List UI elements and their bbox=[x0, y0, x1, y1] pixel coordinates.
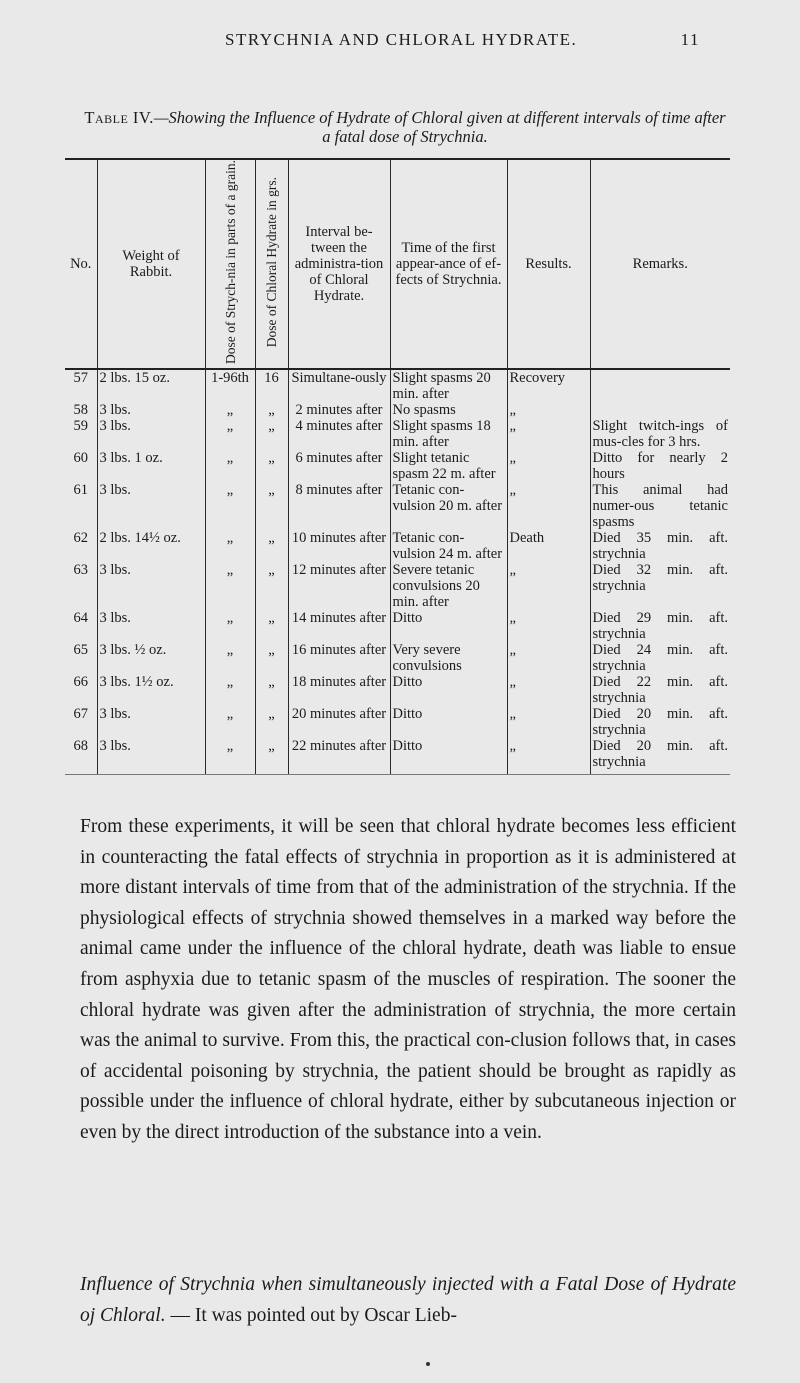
table-row bbox=[65, 738, 730, 775]
cell-no: 58 bbox=[73, 401, 88, 418]
cell-dose-chloral: „ bbox=[255, 450, 288, 482]
table-row bbox=[65, 674, 730, 706]
header-interval: Interval be-tween the administra-tion of Chloral Hydrate. bbox=[288, 159, 390, 369]
header-dose-strychnia: Dose of Strych-nia in parts of a grain. bbox=[222, 160, 238, 364]
cell-dose-strychnia: „ bbox=[205, 562, 255, 610]
cell-remarks: Ditto for nearly 2 hours bbox=[590, 450, 730, 482]
cell-result: Death bbox=[507, 530, 590, 562]
cell-interval: 8 minutes after bbox=[288, 482, 390, 530]
cell-remarks: This animal had numer-ous tetanic spasms bbox=[590, 482, 730, 530]
cell-weight: 3 lbs. bbox=[97, 738, 205, 775]
cell-no: 67 bbox=[73, 705, 88, 722]
cell-time-first: Severe tetanic convulsions 20 min. after bbox=[390, 562, 507, 610]
cell-dose-strychnia: 1-96th bbox=[205, 369, 255, 402]
cell-result: „ bbox=[507, 402, 590, 418]
cell-remarks bbox=[590, 369, 730, 402]
page-number: 11 bbox=[680, 30, 700, 49]
cell-interval: 18 minutes after bbox=[288, 674, 390, 706]
cell-result: „ bbox=[507, 482, 590, 530]
cell-time-first: No spasms bbox=[390, 402, 507, 418]
cell-result: „ bbox=[507, 706, 590, 738]
header-remarks: Remarks. bbox=[590, 159, 730, 369]
cell-result: „ bbox=[507, 562, 590, 610]
header-dose-strychnia-cell bbox=[205, 159, 255, 369]
cell-weight: 3 lbs. 1 oz. bbox=[97, 450, 205, 482]
cell-no: 64 bbox=[73, 609, 88, 626]
cell-no: 61 bbox=[73, 481, 88, 498]
final-paragraph-text: — It was pointed out by Oscar Lieb- bbox=[165, 1304, 457, 1326]
table-row bbox=[65, 418, 730, 450]
cell-result: Recovery bbox=[507, 369, 590, 402]
cell-dose-strychnia: „ bbox=[205, 706, 255, 738]
cell-time-first: Ditto bbox=[390, 738, 507, 775]
table-caption-text: —Showing the Influence of Hydrate of Chloral given at different intervals of time after a fatal dose of Strychnia. bbox=[153, 108, 726, 146]
final-paragraph bbox=[80, 1270, 736, 1331]
cell-weight: 3 lbs. bbox=[97, 418, 205, 450]
cell-no: 57 bbox=[73, 369, 88, 386]
table-header-row bbox=[65, 159, 730, 369]
cell-no: 65 bbox=[73, 641, 88, 658]
cell-dose-chloral: „ bbox=[255, 642, 288, 674]
cell-weight: 3 lbs. bbox=[97, 706, 205, 738]
cell-dose-strychnia: „ bbox=[205, 642, 255, 674]
cell-dose-chloral: „ bbox=[255, 706, 288, 738]
cell-remarks bbox=[590, 402, 730, 418]
cell-remarks: Died 22 min. aft. strychnia bbox=[590, 674, 730, 706]
page-mark bbox=[426, 1362, 430, 1366]
experiment-table bbox=[65, 158, 730, 775]
cell-weight: 2 lbs. 14½ oz. bbox=[97, 530, 205, 562]
cell-no: 62 bbox=[73, 529, 88, 546]
cell-dose-strychnia: „ bbox=[205, 450, 255, 482]
cell-dose-chloral: „ bbox=[255, 402, 288, 418]
cell-dose-strychnia: „ bbox=[205, 530, 255, 562]
cell-interval: Simultane-ously bbox=[288, 369, 390, 402]
cell-dose-strychnia: „ bbox=[205, 674, 255, 706]
table-row bbox=[65, 562, 730, 610]
cell-time-first: Tetanic con-vulsion 24 m. after bbox=[390, 530, 507, 562]
cell-interval: 20 minutes after bbox=[288, 706, 390, 738]
cell-dose-chloral: „ bbox=[255, 530, 288, 562]
cell-time-first: Ditto bbox=[390, 610, 507, 642]
cell-no: 66 bbox=[73, 673, 88, 690]
cell-interval: 10 minutes after bbox=[288, 530, 390, 562]
cell-remarks: Died 20 min. aft. strychnia bbox=[590, 706, 730, 738]
cell-remarks: Slight twitch-ings of mus-cles for 3 hrs. bbox=[590, 418, 730, 450]
table-row bbox=[65, 610, 730, 642]
cell-interval: 16 minutes after bbox=[288, 642, 390, 674]
cell-remarks: Died 29 min. aft. strychnia bbox=[590, 610, 730, 642]
cell-weight: 3 lbs. ½ oz. bbox=[97, 642, 205, 674]
cell-time-first: Very severe convulsions bbox=[390, 642, 507, 674]
cell-dose-chloral: 16 bbox=[255, 369, 288, 402]
cell-remarks: Died 20 min. aft. strychnia bbox=[590, 738, 730, 775]
cell-result: „ bbox=[507, 450, 590, 482]
cell-interval: 14 minutes after bbox=[288, 610, 390, 642]
header-results: Results. bbox=[507, 159, 590, 369]
cell-dose-chloral: „ bbox=[255, 482, 288, 530]
header-dose-chloral: Dose of Chloral Hydrate in grs. bbox=[264, 176, 279, 348]
cell-weight: 3 lbs. bbox=[97, 562, 205, 610]
table-row bbox=[65, 369, 730, 402]
table-label: Table IV. bbox=[84, 108, 154, 127]
cell-weight: 3 lbs. bbox=[97, 610, 205, 642]
cell-dose-strychnia: „ bbox=[205, 402, 255, 418]
cell-dose-chloral: „ bbox=[255, 562, 288, 610]
cell-interval: 12 minutes after bbox=[288, 562, 390, 610]
cell-result: „ bbox=[507, 642, 590, 674]
cell-dose-chloral: „ bbox=[255, 610, 288, 642]
body-paragraph: From these experiments, it will be seen that chloral hydrate becomes less efficient in counteracting the fatal effects of strychnia in proportion as it is administered at more distant intervals of time from that of the administration of the strychnia. If the physiological effects of strychnia showed themselves in a marked way before the animal came under the influence of the chloral hydrate, death was liable to ensue from asphyxia due to tetanic spasm of the muscles of respiration. The sooner the chloral hydrate was given after the administration of strychnia, the more certain was the animal to survive. From this, the practical con-clusion follows that, in cases of accidental poisoning by strychnia, the patient should be brought as rapidly as possible under the influence of chloral hydrate, either by subcutaneous injection or even by the direct introduction of the substance into a vein. bbox=[80, 816, 736, 1143]
table-row bbox=[65, 530, 730, 562]
cell-dose-chloral: „ bbox=[255, 738, 288, 775]
cell-dose-strychnia: „ bbox=[205, 610, 255, 642]
cell-time-first: Ditto bbox=[390, 674, 507, 706]
cell-weight: 3 lbs. bbox=[97, 402, 205, 418]
cell-no: 63 bbox=[73, 561, 88, 578]
cell-time-first: Slight spasms 20 min. after bbox=[390, 369, 507, 402]
cell-dose-strychnia: „ bbox=[205, 418, 255, 450]
cell-dose-chloral: „ bbox=[255, 674, 288, 706]
cell-remarks: Died 32 min. aft. strychnia bbox=[590, 562, 730, 610]
cell-interval: 6 minutes after bbox=[288, 450, 390, 482]
cell-result: „ bbox=[507, 738, 590, 775]
cell-weight: 3 lbs. bbox=[97, 482, 205, 530]
cell-result: „ bbox=[507, 610, 590, 642]
header-no: No. bbox=[65, 159, 97, 369]
table-row bbox=[65, 482, 730, 530]
cell-time-first: Tetanic con-vulsion 20 m. after bbox=[390, 482, 507, 530]
table-row bbox=[65, 642, 730, 674]
header-time-first: Time of the first appear-ance of ef-fects of Strychnia. bbox=[390, 159, 507, 369]
cell-dose-strychnia: „ bbox=[205, 738, 255, 775]
cell-interval: 2 minutes after bbox=[288, 402, 390, 418]
cell-time-first: Slight tetanic spasm 22 m. after bbox=[390, 450, 507, 482]
final-paragraph-heading: Influence of Strychnia when simultaneously injected with a Fatal Dose of Hydrate oj Chloral. bbox=[80, 1274, 736, 1326]
cell-dose-chloral: „ bbox=[255, 418, 288, 450]
cell-interval: 22 minutes after bbox=[288, 738, 390, 775]
cell-time-first: Slight spasms 18 min. after bbox=[390, 418, 507, 450]
table-row bbox=[65, 706, 730, 738]
cell-result: „ bbox=[507, 674, 590, 706]
running-head bbox=[0, 30, 800, 50]
cell-weight: 2 lbs. 15 oz. bbox=[97, 369, 205, 402]
cell-remarks: Died 24 min. aft. strychnia bbox=[590, 642, 730, 674]
table-row bbox=[65, 450, 730, 482]
cell-no: 60 bbox=[73, 449, 88, 466]
cell-no: 59 bbox=[73, 417, 88, 434]
cell-dose-strychnia: „ bbox=[205, 482, 255, 530]
table-caption bbox=[80, 108, 730, 146]
running-head-title: STRYCHNIA AND CHLORAL HYDRATE. bbox=[225, 30, 578, 49]
header-weight: Weight of Rabbit. bbox=[97, 159, 205, 369]
table-row bbox=[65, 402, 730, 418]
cell-time-first: Ditto bbox=[390, 706, 507, 738]
cell-remarks: Died 35 min. aft. strychnia bbox=[590, 530, 730, 562]
cell-no: 68 bbox=[65, 738, 97, 775]
cell-weight: 3 lbs. 1½ oz. bbox=[97, 674, 205, 706]
header-dose-chloral-cell bbox=[255, 159, 288, 369]
cell-result: „ bbox=[507, 418, 590, 450]
cell-interval: 4 minutes after bbox=[288, 418, 390, 450]
